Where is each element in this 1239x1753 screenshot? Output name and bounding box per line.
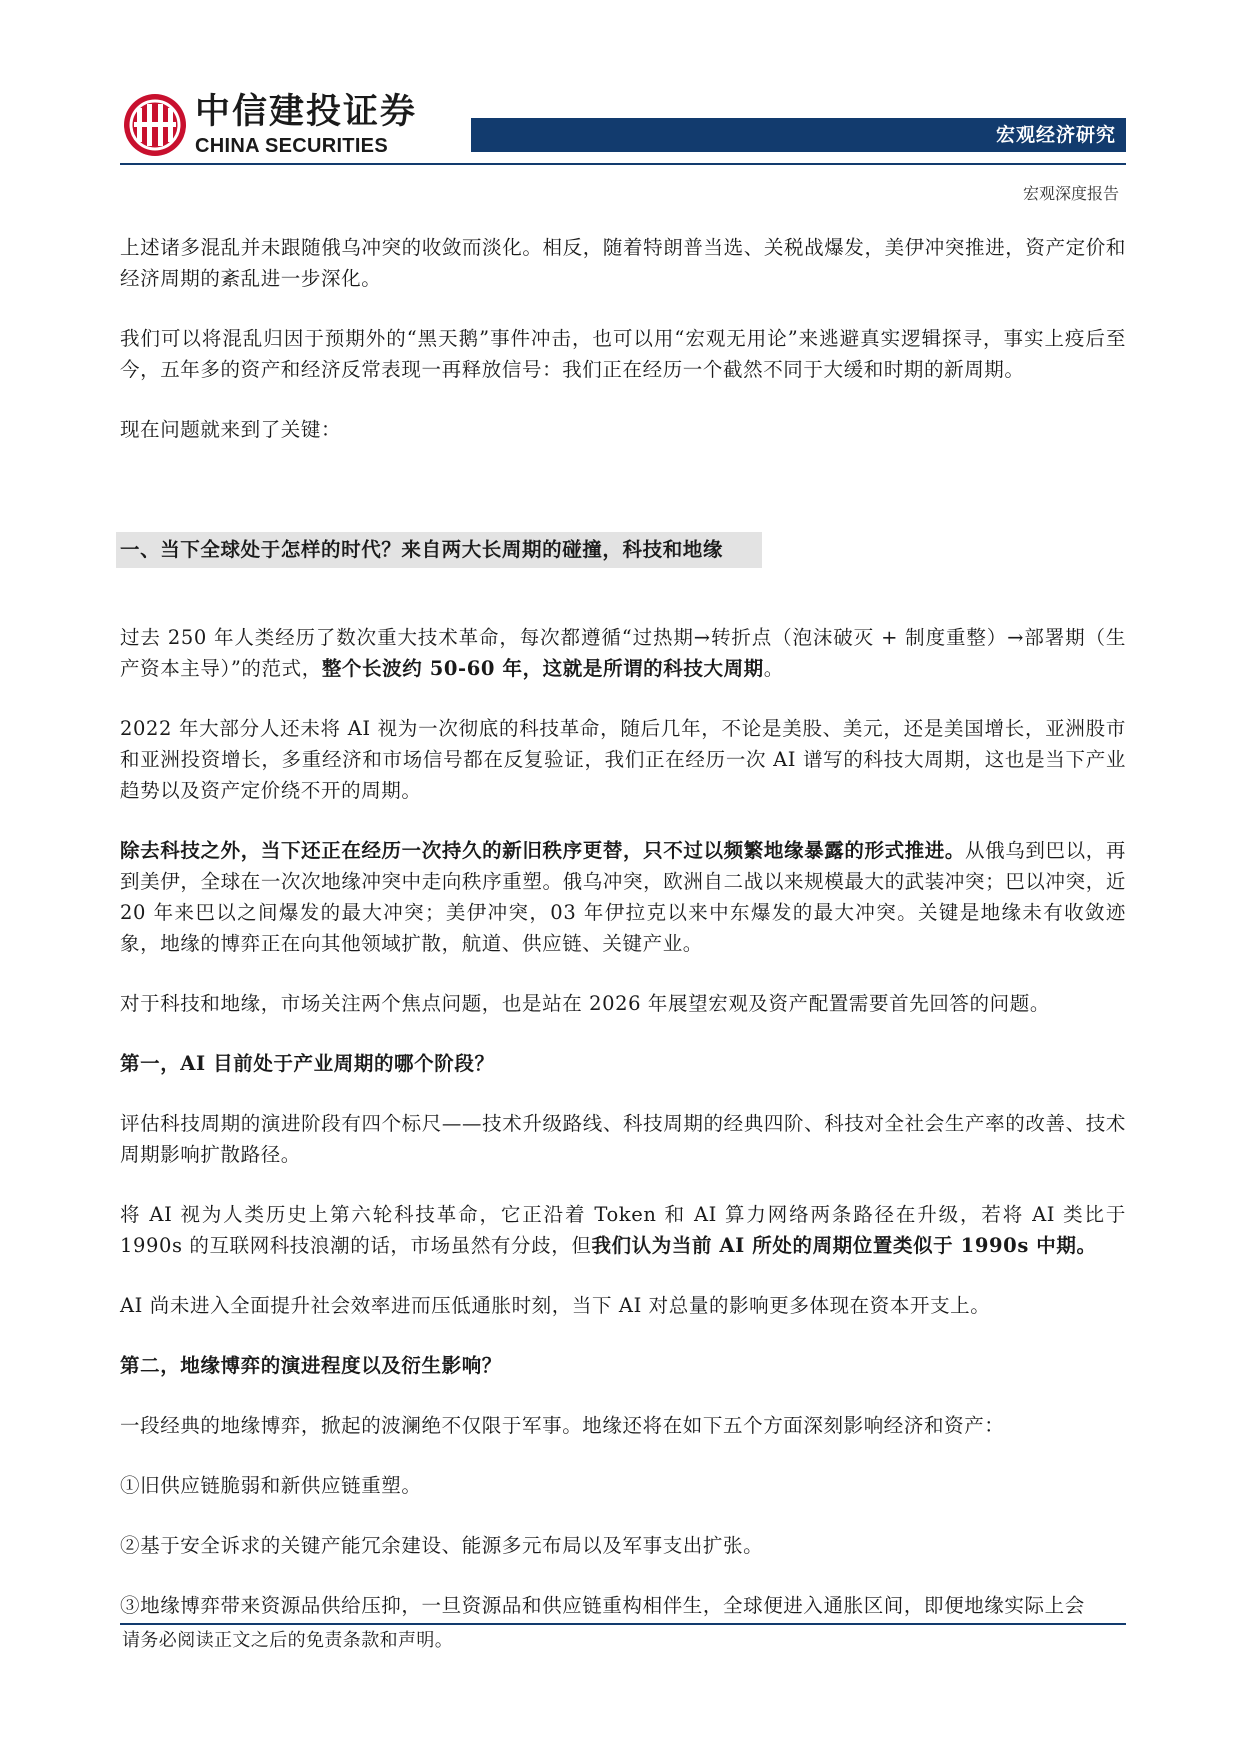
header-divider — [120, 163, 1126, 165]
paragraph — [120, 835, 1126, 959]
spacer — [120, 474, 1126, 532]
paragraph: 评估科技周期的演进阶段有四个标尺——技术升级路线、科技周期的经典四阶、科技对全社会生产率的改善、技术周期影响扩散路径。 — [120, 1112, 1126, 1166]
banner-title: 宏观经济研究 — [995, 124, 1116, 146]
list-item: ①旧供应链脆弱和新供应链重塑。 — [120, 1474, 422, 1497]
paragraph: 现在问题就来到了关键： — [120, 418, 342, 441]
question-heading: 第二，地缘博弈的演进程度以及衍生影响？ — [120, 1354, 502, 1377]
paragraph: 对于科技和地缘，市场关注两个焦点问题，也是站在 2026 年展望宏观及资产配置需要首先回答的问题。 — [120, 992, 1050, 1015]
header-banner — [471, 118, 1126, 152]
section-heading: 一、当下全球处于怎样的时代？来自两大长周期的碰撞，科技和地缘 — [116, 532, 762, 568]
page-header — [0, 0, 1239, 203]
question-heading: 第一，AI 目前处于产业周期的哪个阶段？ — [120, 1052, 495, 1075]
paragraph-text: 从俄乌到巴以，再到美伊，全球在一次次地缘冲突中走向秩序重塑。俄乌冲突，欧洲自二战以来规模最大的武装冲突；巴以冲突，近 20 年来巴以之间爆发的最大冲突；美伊冲突，03 年伊拉克以来中东爆发的最大冲突。关键是地缘未有收敛迹象，地缘的博弈正在向其他领域扩散，航道、供应链、关键产业。 — [120, 839, 1126, 955]
logo-english-name: CHINA SECURITIES — [195, 135, 388, 157]
report-body — [120, 232, 1126, 1650]
paragraph-emphasis: 除去科技之外，当下还正在经历一次持久的新旧秩序更替，只不过以频繁地缘暴露的形式推进。 — [120, 839, 966, 862]
list-item: ②基于安全诉求的关键产能冗余建设、能源多元布局以及军事支出扩张。 — [120, 1534, 764, 1557]
footer-disclaimer: 请务必阅读正文之后的免责条款和声明。 — [122, 1630, 454, 1651]
paragraph — [120, 622, 1126, 684]
paragraph: 上述诸多混乱并未跟随俄乌冲突的收敛而淡化。相反，随着特朗普当选、关税战爆发，美伊冲突推进，资产定价和经济周期的紊乱进一步深化。 — [120, 236, 1126, 290]
china-securities-logo-icon — [122, 92, 188, 158]
paragraph-emphasis: 我们认为当前 AI 所处的周期位置类似于 1990s 中期。 — [591, 1234, 1097, 1257]
report-type: 宏观深度报告 — [1022, 184, 1119, 203]
logo-chinese-name: 中信建投证券 — [195, 92, 418, 132]
paragraph-text: 。 — [763, 657, 784, 680]
list-item: ③地缘博弈带来资源品供给压抑，一旦资源品和供应链重构相伴生，全球便进入通胀区间，即便地缘实际上会 — [120, 1594, 1085, 1617]
paragraph: AI 尚未进入全面提升社会效率进而压低通胀时刻，当下 AI 对总量的影响更多体现在资本开支上。 — [120, 1294, 991, 1317]
paragraph: 2022 年大部分人还未将 AI 视为一次彻底的科技革命，随后几年，不论是美股、美元，还是美国增长，亚洲股市和亚洲投资增长，多重经济和市场信号都在反复验证，我们正在经历一次 AI 谱写的科技大周期，这也是当下产业趋势以及资产定价绕不开的周期。 — [120, 717, 1126, 802]
section-heading-row — [120, 532, 1126, 595]
footer-divider — [120, 1623, 1126, 1625]
paragraph — [120, 1199, 1126, 1261]
paragraph-emphasis: 整个长波约 50-60 年，这就是所谓的科技大周期 — [321, 657, 764, 680]
paragraph: 一段经典的地缘博弈，掀起的波澜绝不仅限于军事。地缘还将在如下五个方面深刻影响经济和资产： — [120, 1414, 1005, 1437]
paragraph: 我们可以将混乱归因于预期外的“黑天鹅”事件冲击，也可以用“宏观无用论”来逃避真实逻辑探寻，事实上疫后至今，五年多的资产和经济反常表现一再释放信号：我们正在经历一个截然不同于大缓和时期的新周期。 — [120, 327, 1126, 381]
paragraph-text: 过去 250 年人类经历了数次重大技术革命，每次都遵循“过热期→转折点（泡沫破灭 + 制度重整）→部署期（生产资本主导）”的范式， — [120, 626, 1126, 680]
paragraph-text: 将 AI 视为人类历史上第六轮科技革命，它正沿着 Token 和 AI 算力网络两条路径在升级，若将 AI 类比于 1990s 的互联网科技浪潮的话，市场虽然有分歧，但 — [120, 1203, 1126, 1257]
